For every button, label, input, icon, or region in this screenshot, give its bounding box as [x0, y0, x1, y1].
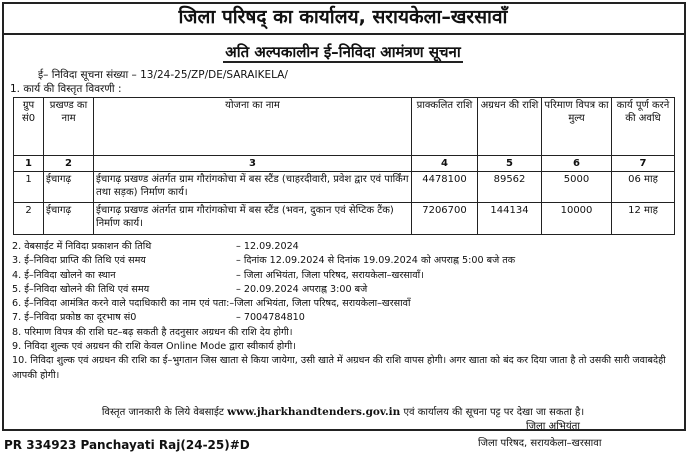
- column-number: 1: [14, 156, 44, 172]
- signatory-designation: जिला अभियंता: [526, 421, 580, 432]
- website-text-before: विस्तृत जानकारी के लिये वेबसाईट: [101, 407, 224, 418]
- duration-cell: 06 माह: [612, 172, 675, 203]
- term-label: 7. ई–निविदा प्रकोष्ठ का दूरभाष सं0: [12, 312, 137, 324]
- estimate-cell: 7206700: [412, 203, 478, 235]
- header-earnest-money: अग्रधन की राशि: [478, 98, 542, 156]
- term-item: [12, 240, 682, 254]
- header-block-name: प्रखण्ड का नाम: [44, 98, 94, 156]
- term-value: – 12.09.2024: [236, 241, 299, 252]
- term-label: 6. ई–निविदा आमंत्रित करने वाले पदाधिकारी का नाम एवं पता:–: [12, 298, 235, 310]
- term-item: [12, 283, 682, 297]
- bill-cost-cell: 5000: [542, 172, 612, 203]
- notice-terms: [12, 240, 682, 383]
- column-number: 6: [542, 156, 612, 172]
- header-duration: कार्य पूर्ण करने की अवधि: [612, 98, 675, 156]
- column-number: 5: [478, 156, 542, 172]
- column-number-row: [14, 156, 675, 172]
- column-number: 2: [44, 156, 94, 172]
- term-value: जिला अभियंता, जिला परिषद, सरायकेला–खरसावाँ: [234, 298, 411, 310]
- earnest-cell: 89562: [478, 172, 542, 203]
- term-item: [12, 269, 682, 283]
- term-item: [12, 297, 682, 311]
- term-label: 2. वेबसाईट में निविदा प्रकाशन की तिथि: [12, 241, 152, 252]
- term-label: 5. ई–निविदा खोलने की तिथि एवं समय: [12, 283, 150, 295]
- title-divider: [2, 33, 684, 35]
- term-item: [12, 340, 682, 354]
- term-item: [12, 326, 682, 340]
- column-number: 7: [612, 156, 675, 172]
- column-number: 4: [412, 156, 478, 172]
- term-value: – जिला अभियंता, जिला परिषद, सरायकेला–खरसावाँ।: [236, 269, 424, 281]
- scheme-cell: ईचागढ़ प्रखण्ड अंतर्गत ग्राम गौरांगकोचा में बस स्टैंड (भवन, दुकान एवं सेप्टिक टैंक) निर्माण कार्य।: [94, 203, 412, 235]
- website-link[interactable]: www.jharkhandtenders.gov.in: [227, 406, 401, 418]
- term-label: 3. ई–निविदा प्राप्ति की तिथि एवं समय: [12, 255, 146, 267]
- term-label: 4. ई–निविदा खोलने का स्थान: [12, 269, 116, 281]
- pr-number: PR 334923 Panchayati Raj(24-25)#D: [4, 438, 250, 452]
- header-bill-cost: परिमाण विपत्र का मुल्य: [542, 98, 612, 156]
- notice-subtitle-text: अति अल्पकालीन ई–निविदा आमंत्रण सूचना: [225, 43, 461, 61]
- group-cell: 2: [14, 203, 44, 235]
- header-scheme-name: योजना का नाम: [94, 98, 412, 156]
- scheme-cell: ईचागढ़ प्रखण्ड अंतर्गत ग्राम गौरांगकोचा में बस स्टैंड (चाहरदीवारी, प्रवेश द्वार एवं पार्किंग तथा सड़क) निर्माण कार्य।: [94, 172, 412, 203]
- table-row: [14, 172, 675, 203]
- estimate-cell: 4478100: [412, 172, 478, 203]
- term-value: – 7004784810: [236, 312, 305, 324]
- header-estimate: प्राक्कलित राशि: [412, 98, 478, 156]
- office-title: जिला परिषद् का कार्यालय, सरायकेला–खरसावाँ: [178, 6, 508, 28]
- works-table: [13, 97, 675, 235]
- term-item: [12, 254, 682, 268]
- bill-cost-cell: 10000: [542, 203, 612, 235]
- table-row: [14, 203, 675, 235]
- website-text-after: एवं कार्यालय की सूचना पट्ट पर देखा जा सकता है।: [403, 407, 585, 418]
- column-number: 3: [94, 156, 412, 172]
- notice-subtitle: [0, 42, 686, 62]
- header-group-no: ग्रुप सं0: [14, 98, 44, 156]
- term-value: – दिनांक 12.09.2024 से दिनांक 19.09.2024 को अपराह्न 5:00 बजे तक: [236, 255, 516, 267]
- group-cell: 1: [14, 172, 44, 203]
- earnest-cell: 144134: [478, 203, 542, 235]
- duration-cell: 12 माह: [612, 203, 675, 235]
- term-label: 9. निविदा शुल्क एवं अग्रधन की राशि केवल Online Mode द्वारा स्वीकार्य होगी।: [12, 341, 296, 353]
- term-value: – 20.09.2024 अपराह्न 3:00 बजे: [236, 283, 368, 295]
- term-item: [12, 311, 682, 325]
- block-cell: ईचागढ़: [44, 203, 94, 235]
- table-header-row: [14, 98, 675, 156]
- website-line: [0, 405, 686, 420]
- term-item-refund: 10. निविदा शुल्क एवं अग्रधन की राशि का ई–भुगतान जिस खाता से किया जायेगा, उसी खाते में अग्रधन की राशि वापस होगी। अगर खाता को बंद कर दिया जाता है तो उसकी सारी जवाबदेही आपकी होगी।: [12, 355, 666, 381]
- signatory-office: जिला परिषद, सरायकेला–खरसावा: [478, 438, 602, 449]
- work-details-label: 1. कार्य की विस्तृत विवरणी :: [10, 83, 122, 95]
- tender-reference-number: ई– निविदा सूचना संख्या – 13/24-25/ZP/DE/SARAIKELA/: [38, 69, 288, 81]
- term-label: 8. परिमाण विपत्र की राशि घट–बढ़ सकती है तदनुसार अग्रधन की राशि देय होगी।: [12, 326, 293, 338]
- block-cell: ईचागढ़: [44, 172, 94, 203]
